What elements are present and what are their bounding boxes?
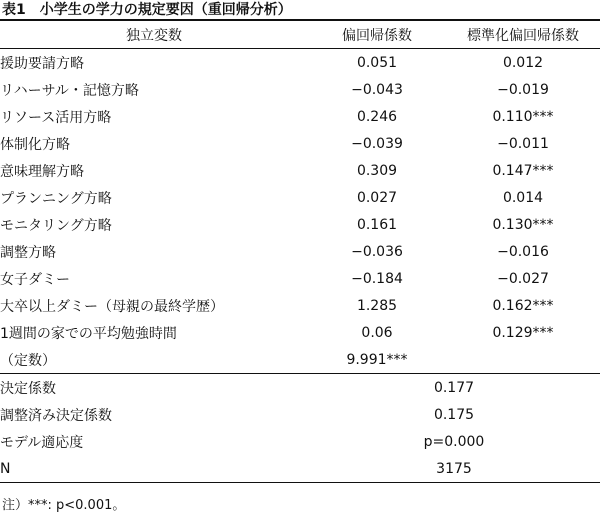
row-std-coefficient: 0.012: [502, 54, 544, 71]
row-variable: 体制化方略: [0, 136, 70, 153]
row-std-coefficient: −0.016: [497, 243, 549, 260]
table-row: [0, 184, 600, 211]
row-coefficient: −0.184: [351, 270, 403, 287]
row-variable: プランニング方略: [0, 190, 112, 207]
table-row: [0, 265, 600, 292]
row-coefficient: −0.043: [351, 81, 403, 98]
table-row: [0, 211, 600, 238]
row-variable: 意味理解方略: [0, 163, 84, 180]
stat-value: 0.177: [308, 374, 600, 402]
row-coefficient: 0.309: [356, 162, 398, 179]
stat-value: 0.175: [433, 406, 475, 423]
stat-row: [0, 455, 600, 483]
row-std-coefficient: 0.110***: [492, 108, 554, 125]
row-variable: モニタリング方略: [0, 217, 112, 234]
regression-table: [0, 19, 600, 483]
row-variable: リハーサル・記憶方略: [0, 82, 139, 99]
row-variable: 援助要請方略: [0, 55, 84, 72]
row-std-coefficient: 0.147***: [492, 162, 554, 179]
row-coefficient: 0.161: [356, 216, 398, 233]
row-coefficient: 1.285: [356, 297, 398, 314]
row-coefficient: 0.246: [356, 108, 398, 125]
row-variable: （定数）: [0, 352, 56, 369]
table-row: [0, 103, 600, 130]
row-variable: 大卒以上ダミー（母親の最終学歴）: [0, 298, 224, 315]
stat-label: N: [0, 455, 308, 483]
row-std-coefficient: −0.027: [497, 270, 549, 287]
table-row: [0, 49, 600, 77]
row-coefficient: −0.036: [351, 243, 403, 260]
stat-label: 調整済み決定係数: [0, 407, 112, 424]
header-coefficient: 偏回帰係数: [308, 20, 446, 49]
table-row: [0, 319, 600, 346]
stat-label: モデル適応度: [0, 434, 84, 451]
table-note: 注）***: p<0.001。: [2, 498, 126, 513]
header-row: [0, 20, 600, 49]
row-std-coefficient: 0.129***: [492, 324, 554, 341]
row-coefficient: 0.027: [356, 189, 398, 206]
row-std-coefficient: 0.014: [502, 189, 544, 206]
row-variable: 1週間の家での平均勉強時間: [0, 325, 177, 342]
stat-value: p=0.000: [423, 433, 485, 450]
table-row: [0, 346, 600, 374]
stat-row: [0, 428, 600, 455]
row-coefficient: 0.051: [356, 54, 398, 71]
table-row: [0, 238, 600, 265]
table-row: [0, 292, 600, 319]
stat-value: 3175: [308, 455, 600, 483]
row-variable: 女子ダミー: [0, 271, 70, 288]
stat-row: [0, 374, 600, 402]
row-coefficient: 9.991***: [346, 351, 408, 368]
row-coefficient: −0.039: [351, 135, 403, 152]
row-std-coefficient: −0.011: [497, 135, 549, 152]
row-coefficient: 0.06: [361, 324, 393, 341]
row-std-coefficient: −0.019: [497, 81, 549, 98]
row-std-coefficient: 0.162***: [492, 297, 554, 314]
row-std-coefficient: [446, 346, 600, 374]
header-variable: 独立変数: [0, 20, 308, 49]
table-row: [0, 130, 600, 157]
table-row: [0, 76, 600, 103]
table-row: [0, 157, 600, 184]
table-caption: 表1 小学生の学力の規定要因（重回帰分析）: [2, 2, 292, 18]
stat-label: 決定係数: [0, 374, 308, 402]
row-variable: リソース活用方略: [0, 109, 112, 126]
row-variable: 調整方略: [0, 244, 56, 261]
header-std-coefficient: 標準化偏回帰係数: [446, 20, 600, 49]
stat-row: [0, 401, 600, 428]
row-std-coefficient: 0.130***: [492, 216, 554, 233]
